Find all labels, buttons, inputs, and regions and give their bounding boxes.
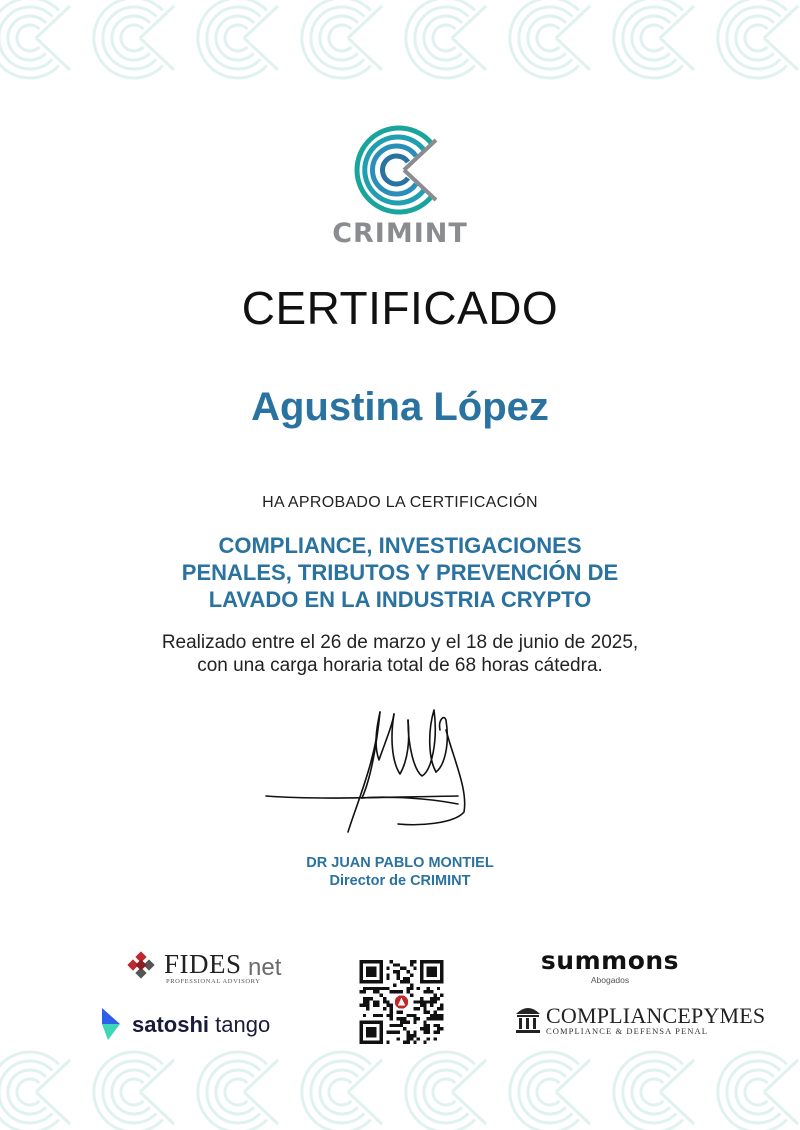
qr-module — [427, 1000, 430, 1003]
qr-module — [417, 1017, 420, 1020]
pattern-arc — [329, 25, 351, 51]
qr-module — [407, 970, 410, 973]
qr-module — [390, 1024, 393, 1027]
pattern-top-svg — [0, 0, 800, 86]
qr-module — [386, 1000, 389, 1003]
qr-module — [386, 987, 389, 990]
qr-module — [423, 1007, 426, 1010]
qr-module — [417, 1000, 420, 1003]
qr-module — [423, 1041, 426, 1044]
qr-module — [417, 1037, 420, 1040]
qr-module — [390, 1007, 393, 1010]
pattern-arc — [424, 1070, 462, 1114]
qr-module — [386, 1041, 389, 1044]
qr-module — [366, 997, 369, 1000]
qr-module — [433, 1014, 436, 1017]
qr-module — [407, 987, 410, 990]
qr-module — [370, 997, 373, 1000]
qr-module — [410, 1014, 413, 1017]
qr-module — [417, 987, 420, 990]
qr-module — [403, 977, 406, 980]
pattern-arc — [225, 25, 247, 51]
qr-module — [407, 1034, 410, 1037]
qr-module — [396, 990, 399, 993]
approved-text: HA APROBADO LA CERTIFICACIÓN — [262, 494, 538, 511]
pattern-arc — [736, 16, 774, 60]
qr-module — [407, 1014, 410, 1017]
brand-name: CRIMINT — [332, 218, 468, 249]
qr-module — [413, 1034, 416, 1037]
sponsor-summons-logo — [530, 946, 690, 990]
qr-module — [363, 1000, 366, 1003]
pattern-arc — [537, 1079, 559, 1105]
qr-module — [437, 1024, 440, 1027]
qr-module — [427, 1037, 430, 1040]
qr-module — [363, 987, 366, 990]
pattern-arc — [225, 1079, 247, 1105]
qr-module — [396, 973, 399, 976]
qr-module — [437, 1027, 440, 1030]
qr-module — [433, 1037, 436, 1040]
qr-module — [407, 990, 410, 993]
recipient-name: Agustina López — [251, 385, 549, 429]
qr-module — [386, 973, 389, 976]
crimint-logo-icon — [352, 122, 448, 218]
fides-suffix: net — [248, 954, 282, 981]
compliance-pymes-name: COMPLIANCEPYMES — [546, 1003, 766, 1028]
qr-module — [393, 963, 396, 966]
qr-module — [390, 1014, 393, 1017]
qr-module — [390, 1010, 393, 1013]
sponsor-satoshi-logo — [98, 1004, 298, 1044]
qr-module — [393, 1024, 396, 1027]
qr-module — [413, 967, 416, 970]
qr-module — [423, 1004, 426, 1007]
qr-module — [433, 997, 436, 1000]
qr-module — [360, 1004, 363, 1007]
qr-module — [410, 984, 413, 987]
qr-module — [390, 1017, 393, 1020]
signature — [258, 700, 478, 840]
qr-module — [437, 997, 440, 1000]
qr-module — [430, 1014, 433, 1017]
crimint-logo — [0, 122, 800, 223]
pattern-arc — [121, 25, 143, 51]
qr-module — [383, 987, 386, 990]
qr-module — [390, 1031, 393, 1034]
summons-name: summons — [540, 946, 680, 975]
qr-code-icon — [359, 960, 444, 1044]
qr-module — [410, 1037, 413, 1040]
qr-module — [430, 990, 433, 993]
qr-module — [370, 987, 373, 990]
fides-name: FIDES — [164, 949, 242, 979]
qr-module — [396, 1017, 399, 1020]
qr-module — [363, 1004, 366, 1007]
qr-module — [417, 1007, 420, 1010]
bottom-pattern-band — [0, 1046, 800, 1130]
qr-module — [396, 1010, 399, 1013]
qr-module — [376, 990, 379, 993]
fides-diamond-icon — [124, 950, 160, 986]
qr-module — [427, 1027, 430, 1030]
qr-module — [440, 1027, 443, 1030]
pattern-arc — [8, 16, 46, 60]
qr-module — [366, 987, 369, 990]
qr-module — [366, 1007, 369, 1010]
qr-module — [430, 1004, 433, 1007]
qr-module — [403, 967, 406, 970]
qr-module — [437, 1031, 440, 1034]
qr-module — [400, 1017, 403, 1020]
qr-module — [383, 997, 386, 1000]
qr-module — [433, 1031, 436, 1034]
qr-module — [410, 963, 413, 966]
course-title — [0, 532, 800, 613]
pattern-arc — [641, 1079, 663, 1105]
qr-module — [437, 1007, 440, 1010]
pattern-arc — [216, 16, 254, 60]
qr-module — [373, 987, 376, 990]
qr-module — [413, 1041, 416, 1044]
qr-module — [396, 970, 399, 973]
pattern-arc — [745, 1079, 767, 1105]
qr-module — [403, 1041, 406, 1044]
qr-module — [410, 960, 413, 963]
pattern-arc — [320, 16, 358, 60]
pattern-arc — [528, 16, 566, 60]
qr-module — [390, 1004, 393, 1007]
qr-module — [407, 1031, 410, 1034]
qr-module — [403, 1020, 406, 1023]
pattern-arc — [112, 16, 150, 60]
qr-module — [380, 987, 383, 990]
qr-module — [383, 1000, 386, 1003]
qr-module — [393, 990, 396, 993]
pattern-arc — [537, 25, 559, 51]
pattern-arc — [320, 1070, 358, 1114]
qr-module — [437, 1017, 440, 1020]
qr-module — [407, 1037, 410, 1040]
qr-module — [440, 1007, 443, 1010]
pattern-arc — [632, 1070, 670, 1114]
pattern-arc — [112, 1070, 150, 1114]
qr-module — [400, 990, 403, 993]
qr-module — [373, 1004, 376, 1007]
qr-module — [403, 980, 406, 983]
qr-module — [413, 1000, 416, 1003]
pattern-arc — [745, 25, 767, 51]
qr-module — [383, 1007, 386, 1010]
sponsor-fides-logo — [122, 946, 292, 990]
qr-module — [403, 1017, 406, 1020]
qr-module — [400, 1020, 403, 1023]
satoshi-name — [132, 1012, 270, 1038]
qr-module — [396, 1037, 399, 1040]
qr-module — [386, 1031, 389, 1034]
course-line: PENALES, TRIBUTOS Y PREVENCIÓN DE — [181, 560, 619, 585]
qr-module — [433, 1024, 436, 1027]
qr-module — [423, 1020, 426, 1023]
pattern-arc — [17, 1079, 39, 1105]
signer-role: Director de CRIMINT — [329, 873, 471, 889]
pattern-arc — [329, 1079, 351, 1105]
qr-module — [423, 1024, 426, 1027]
qr-module — [430, 1017, 433, 1020]
pattern-arc — [424, 16, 462, 60]
qr-module — [423, 1010, 426, 1013]
qr-module — [396, 1031, 399, 1034]
qr-module — [393, 984, 396, 987]
qr-module — [393, 970, 396, 973]
summons-tagline: Abogados — [590, 975, 630, 985]
qr-module — [403, 1027, 406, 1030]
compliance-pymes-building-icon — [514, 1004, 542, 1034]
qr-module — [407, 1041, 410, 1044]
qr-module — [440, 1017, 443, 1020]
qr-module — [386, 1014, 389, 1017]
signature-icon — [258, 700, 478, 835]
qr-module — [430, 1000, 433, 1003]
pattern-arc — [433, 1079, 455, 1105]
qr-module — [427, 1024, 430, 1027]
qr-module — [433, 1017, 436, 1020]
qr-module — [400, 980, 403, 983]
qr-module — [433, 1000, 436, 1003]
qr-module — [413, 1020, 416, 1023]
qr-module — [373, 1014, 376, 1017]
qr-module — [427, 1017, 430, 1020]
qr-module — [427, 987, 430, 990]
qr-module — [420, 1027, 423, 1030]
course-line: LAVADO EN LA INDUSTRIA CRYPTO — [208, 587, 592, 612]
qr-module — [373, 990, 376, 993]
satoshi-name-bold: satoshi — [132, 1012, 210, 1037]
qr-module — [390, 990, 393, 993]
course-line: COMPLIANCE, INVESTIGACIONES — [218, 533, 582, 558]
qr-module — [396, 963, 399, 966]
qr-module — [376, 1014, 379, 1017]
fides-tagline: PROFESSIONAL ADVISORY — [166, 978, 261, 985]
qr-module — [420, 997, 423, 1000]
qr-module — [366, 1004, 369, 1007]
qr-module — [376, 1000, 379, 1003]
sponsor-compliance-pymes-logo — [514, 1002, 766, 1038]
pattern-arc — [641, 25, 663, 51]
qr-module — [427, 1031, 430, 1034]
qr-module — [400, 967, 403, 970]
pattern-bottom-svg — [0, 1046, 800, 1130]
pattern-arc — [736, 1070, 774, 1114]
qr-module — [380, 994, 383, 997]
qr-module — [400, 1024, 403, 1027]
course-description — [0, 631, 800, 677]
top-pattern-band — [0, 0, 800, 86]
qr-module — [427, 990, 430, 993]
qr-module — [363, 1014, 366, 1017]
qr-module — [376, 1004, 379, 1007]
pattern-arc — [17, 25, 39, 51]
qr-module — [360, 990, 363, 993]
satoshi-name-light: tango — [209, 1012, 271, 1037]
qr-module — [433, 994, 436, 997]
qr-module — [407, 1020, 410, 1023]
qr-module — [430, 997, 433, 1000]
qr-module — [376, 987, 379, 990]
qr-module — [413, 960, 416, 963]
qr-module — [410, 987, 413, 990]
qr-module — [440, 1004, 443, 1007]
qr-module — [427, 1010, 430, 1013]
qr-module — [407, 977, 410, 980]
qr-module — [407, 980, 410, 983]
qr-module — [423, 1031, 426, 1034]
pattern-arc — [216, 1070, 254, 1114]
qr-module — [420, 1004, 423, 1007]
qr-module — [440, 994, 443, 997]
pattern-arc — [433, 25, 455, 51]
qr-module — [413, 1017, 416, 1020]
qr-module — [410, 973, 413, 976]
qr-module — [420, 1000, 423, 1003]
qr-module — [423, 990, 426, 993]
qr-module — [423, 1000, 426, 1003]
qr-module — [380, 1014, 383, 1017]
pattern-arc — [632, 16, 670, 60]
qr-module — [393, 1031, 396, 1034]
qr-module — [437, 987, 440, 990]
qr-module — [396, 977, 399, 980]
qr-module — [373, 1000, 376, 1003]
signer-block — [0, 854, 800, 890]
pattern-arc — [121, 1079, 143, 1105]
satoshi-logo-icon — [98, 1006, 126, 1042]
qr-module — [433, 1010, 436, 1013]
description-line: Realizado entre el 26 de marzo y el 18 de junio de 2025, — [161, 632, 639, 653]
qr-module — [410, 1034, 413, 1037]
qr-code — [359, 960, 444, 1044]
certificate-title: CERTIFICADO — [241, 282, 559, 334]
qr-module — [396, 1024, 399, 1027]
qr-module — [363, 997, 366, 1000]
compliance-pymes-tagline: COMPLIANCE & DEFENSA PENAL — [546, 1026, 709, 1036]
qr-module — [386, 977, 389, 980]
qr-module — [413, 1007, 416, 1010]
pattern-arc — [8, 1070, 46, 1114]
qr-module — [413, 1014, 416, 1017]
signer-name: DR JUAN PABLO MONTIEL — [306, 855, 494, 871]
qr-module — [366, 1000, 369, 1003]
qr-module — [363, 990, 366, 993]
qr-module — [386, 967, 389, 970]
qr-module — [423, 1027, 426, 1030]
qr-module — [386, 1004, 389, 1007]
qr-module — [410, 994, 413, 997]
qr-module — [437, 1014, 440, 1017]
qr-module — [440, 1014, 443, 1017]
pattern-arc — [528, 1070, 566, 1114]
qr-module — [413, 1031, 416, 1034]
qr-module — [390, 960, 393, 963]
qr-module — [400, 1010, 403, 1013]
description-line: con una carga horaria total de 68 horas cátedra. — [197, 655, 603, 676]
